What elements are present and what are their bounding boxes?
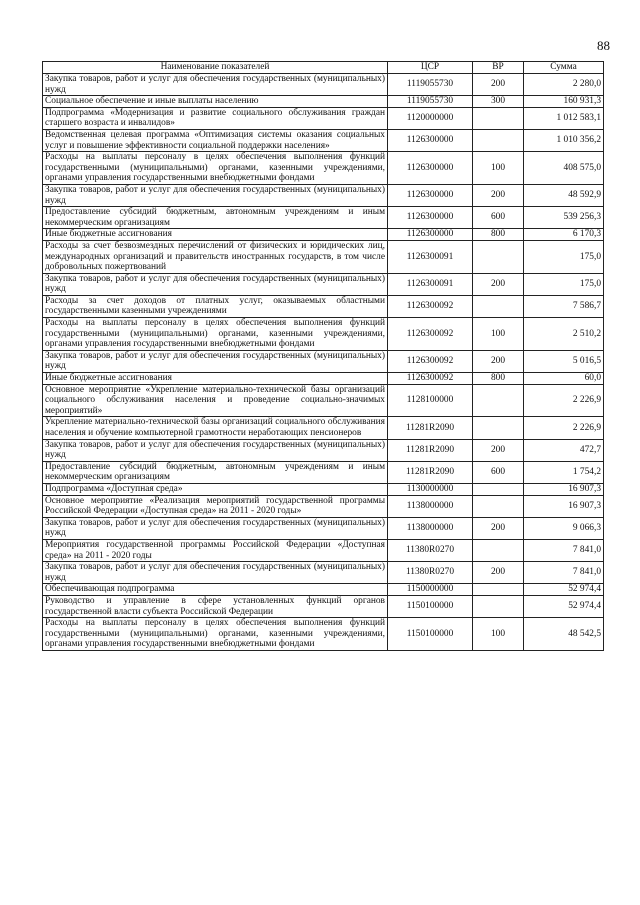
cell-csr: 1130000000 [388, 483, 473, 495]
cell-sum: 48 542,5 [524, 618, 604, 651]
cell-sum: 472,7 [524, 439, 604, 461]
table-row [43, 562, 604, 584]
table-row [43, 350, 604, 372]
header-name: Наименование показателей [43, 62, 388, 74]
cell-vr: 800 [473, 373, 524, 385]
cell-vr: 200 [473, 350, 524, 372]
cell-vr: 200 [473, 184, 524, 206]
cell-csr: 1150100000 [388, 595, 473, 617]
cell-name: Основное мероприятие «Укрепление материально-технической базы организаций социального обслуживания населения и проведение социально-значимых мероприятий» [43, 384, 388, 417]
cell-csr: 1119055730 [388, 74, 473, 96]
cell-vr [473, 417, 524, 439]
cell-csr: 11281R2090 [388, 461, 473, 483]
table-row [43, 318, 604, 351]
cell-name: Обеспечивающая подпрограмма [43, 584, 388, 596]
cell-csr: 1126300091 [388, 273, 473, 295]
cell-vr [473, 495, 524, 517]
cell-sum: 6 170,3 [524, 229, 604, 241]
cell-csr: 1126300091 [388, 240, 473, 273]
cell-name: Закупка товаров, работ и услуг для обеспечения государственных (муниципальных) нужд [43, 184, 388, 206]
table-row [43, 517, 604, 539]
cell-csr: 11380R0270 [388, 562, 473, 584]
cell-csr: 1126300092 [388, 350, 473, 372]
cell-vr: 200 [473, 562, 524, 584]
cell-sum: 52 974,4 [524, 584, 604, 596]
cell-name: Расходы за счет доходов от платных услуг, оказываемых областными государственными казенными учреждениями [43, 295, 388, 317]
cell-name: Расходы на выплаты персоналу в целях обеспечения выполнения функций государственными (муниципальными) органами, казенными учреждениями, органами управления государственными внебюджетными фондами [43, 618, 388, 651]
table-row [43, 618, 604, 651]
cell-csr: 1126300000 [388, 229, 473, 241]
cell-name: Расходы на выплаты персоналу в целях обеспечения выполнения функций государственными (муниципальными) органами, казенными учреждениями, органами управления государственными внебюджетными фондами [43, 318, 388, 351]
cell-sum: 16 907,3 [524, 483, 604, 495]
cell-sum: 539 256,3 [524, 207, 604, 229]
table-row [43, 539, 604, 561]
table-row [43, 107, 604, 129]
cell-vr: 200 [473, 439, 524, 461]
cell-name: Подпрограмма «Доступная среда» [43, 483, 388, 495]
table-row [43, 495, 604, 517]
table-row [43, 461, 604, 483]
table-row [43, 129, 604, 151]
table-row [43, 184, 604, 206]
cell-vr: 100 [473, 318, 524, 351]
cell-csr: 1126300000 [388, 184, 473, 206]
cell-csr: 1126300000 [388, 152, 473, 185]
table-row [43, 584, 604, 596]
cell-name: Иные бюджетные ассигнования [43, 373, 388, 385]
table-row [43, 373, 604, 385]
cell-sum: 1 012 583,1 [524, 107, 604, 129]
cell-sum: 5 016,5 [524, 350, 604, 372]
cell-sum: 2 280,0 [524, 74, 604, 96]
page-number: 88 [597, 38, 610, 53]
header-sum: Сумма [524, 62, 604, 74]
table-row [43, 96, 604, 108]
cell-name: Подпрограмма «Модернизация и развитие социального обслуживания граждан старшего возраста и инвалидов» [43, 107, 388, 129]
cell-name: Закупка товаров, работ и услуг для обеспечения государственных (муниципальных) нужд [43, 273, 388, 295]
cell-name: Предоставление субсидий бюджетным, автономным учреждениям и иным некоммерческим организациям [43, 207, 388, 229]
budget-table [42, 61, 604, 651]
cell-vr: 100 [473, 152, 524, 185]
cell-vr [473, 295, 524, 317]
cell-name: Укрепление материально-технической базы организаций социального обслуживания населения и обучение компьютерной грамотности неработающих пенсионеров [43, 417, 388, 439]
cell-csr: 1126300000 [388, 129, 473, 151]
table-header-row [43, 62, 604, 74]
cell-sum: 1 754,2 [524, 461, 604, 483]
cell-sum: 2 510,2 [524, 318, 604, 351]
cell-sum: 16 907,3 [524, 495, 604, 517]
table-row [43, 417, 604, 439]
cell-vr [473, 384, 524, 417]
cell-csr: 11281R2090 [388, 439, 473, 461]
cell-vr [473, 129, 524, 151]
cell-csr: 1126300092 [388, 373, 473, 385]
table-row [43, 74, 604, 96]
header-csr: ЦСР [388, 62, 473, 74]
cell-vr [473, 107, 524, 129]
cell-sum: 9 066,3 [524, 517, 604, 539]
cell-name: Предоставление субсидий бюджетным, автономным учреждениям и иным некоммерческим организациям [43, 461, 388, 483]
cell-csr: 1150100000 [388, 618, 473, 651]
cell-sum: 48 592,9 [524, 184, 604, 206]
cell-csr: 1150000000 [388, 584, 473, 596]
cell-csr: 1128100000 [388, 384, 473, 417]
cell-csr: 1119055730 [388, 96, 473, 108]
cell-name: Закупка товаров, работ и услуг для обеспечения государственных (муниципальных) нужд [43, 517, 388, 539]
cell-sum: 2 226,9 [524, 417, 604, 439]
cell-csr: 11380R0270 [388, 539, 473, 561]
cell-vr: 600 [473, 207, 524, 229]
cell-name: Руководство и управление в сфере установленных функций органов государственной власти субъекта Российской Федерации [43, 595, 388, 617]
table-row [43, 273, 604, 295]
table-row [43, 229, 604, 241]
cell-sum: 175,0 [524, 240, 604, 273]
table-row [43, 439, 604, 461]
cell-sum: 1 010 356,2 [524, 129, 604, 151]
cell-vr: 600 [473, 461, 524, 483]
cell-sum: 7 841,0 [524, 562, 604, 584]
cell-vr: 200 [473, 273, 524, 295]
cell-vr: 800 [473, 229, 524, 241]
table-row [43, 384, 604, 417]
table-row [43, 240, 604, 273]
cell-sum: 7 586,7 [524, 295, 604, 317]
cell-vr: 300 [473, 96, 524, 108]
table-row [43, 207, 604, 229]
cell-sum: 2 226,9 [524, 384, 604, 417]
cell-vr [473, 539, 524, 561]
cell-name: Иные бюджетные ассигнования [43, 229, 388, 241]
cell-sum: 160 931,3 [524, 96, 604, 108]
cell-vr: 200 [473, 517, 524, 539]
cell-vr: 200 [473, 74, 524, 96]
cell-vr [473, 595, 524, 617]
cell-vr: 100 [473, 618, 524, 651]
header-vr: ВР [473, 62, 524, 74]
cell-name: Закупка товаров, работ и услуг для обеспечения государственных (муниципальных) нужд [43, 439, 388, 461]
cell-vr [473, 240, 524, 273]
cell-csr: 1126300000 [388, 207, 473, 229]
cell-name: Расходы на выплаты персоналу в целях обеспечения выполнения функций государственными (муниципальными) органами, казенными учреждениями, органами управления государственными внебюджетными фондами [43, 152, 388, 185]
cell-csr: 1138000000 [388, 517, 473, 539]
cell-name: Закупка товаров, работ и услуг для обеспечения государственных (муниципальных) нужд [43, 562, 388, 584]
cell-sum: 52 974,4 [524, 595, 604, 617]
cell-vr [473, 483, 524, 495]
cell-sum: 7 841,0 [524, 539, 604, 561]
table-row [43, 483, 604, 495]
table-row [43, 595, 604, 617]
cell-name: Основное мероприятие «Реализация мероприятий государственной программы Российской Федерации «Доступная среда» на 2011 - 2020 годы» [43, 495, 388, 517]
cell-name: Закупка товаров, работ и услуг для обеспечения государственных (муниципальных) нужд [43, 74, 388, 96]
cell-name: Социальное обеспечение и иные выплаты населению [43, 96, 388, 108]
cell-name: Мероприятия государственной программы Российской Федерации «Доступная среда» на 2011 - 2020 годы [43, 539, 388, 561]
cell-sum: 175,0 [524, 273, 604, 295]
table-row [43, 152, 604, 185]
cell-name: Ведомственная целевая программа «Оптимизация системы оказания социальных услуг и повышение эффективности социальной поддержки населения» [43, 129, 388, 151]
cell-csr: 11281R2090 [388, 417, 473, 439]
table-row [43, 295, 604, 317]
cell-csr: 1126300092 [388, 318, 473, 351]
cell-csr: 1138000000 [388, 495, 473, 517]
cell-csr: 1120000000 [388, 107, 473, 129]
cell-sum: 60,0 [524, 373, 604, 385]
table-body [43, 74, 604, 651]
cell-vr [473, 584, 524, 596]
cell-name: Закупка товаров, работ и услуг для обеспечения государственных (муниципальных) нужд [43, 350, 388, 372]
cell-name: Расходы за счет безвозмездных перечислений от физических и юридических лиц, международных организаций и правительств иностранных государств, в том числе добровольных пожертвований [43, 240, 388, 273]
cell-sum: 408 575,0 [524, 152, 604, 185]
cell-csr: 1126300092 [388, 295, 473, 317]
